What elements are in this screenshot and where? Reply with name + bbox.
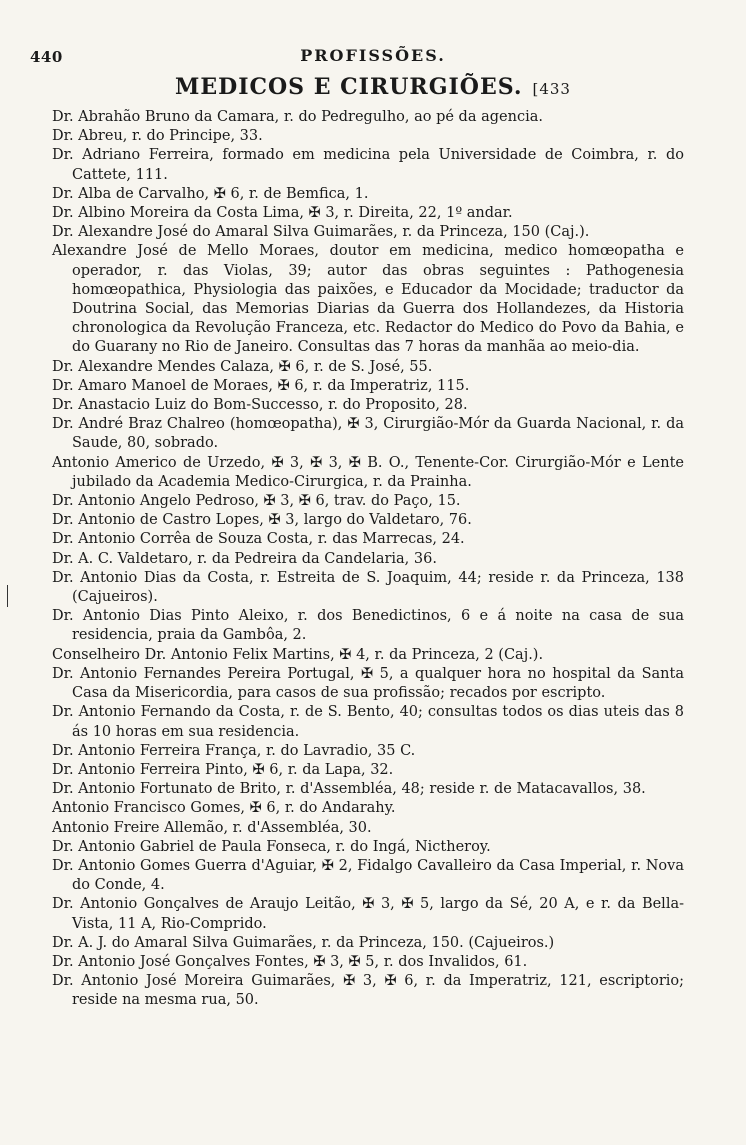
list-item: Dr. Antonio Gabriel de Paula Fonseca, r. do Ingá, Nictheroy.: [52, 838, 491, 855]
list-item: Antonio Freire Allemão, r. d'Assembléa, 30.: [52, 819, 372, 836]
list-item: Dr. Antonio Dias Pinto Aleixo, r. dos Benedictinos, 6 e á noite na casa de sua residencia, praia da Gambôa, 2.: [52, 608, 684, 644]
list-item: Dr. Antonio Corrêa de Souza Costa, r. das Marrecas, 24.: [52, 531, 465, 548]
list-item: Antonio Francisco Gomes, ✠ 6, r. do Andarahy.: [52, 800, 396, 817]
running-title: PROFISSÕES.: [300, 46, 446, 65]
margin-mark: [7, 585, 8, 607]
list-item: Dr. Antonio Gonçalves de Araujo Leitão, ✠ 3, ✠ 5, largo da Sé, 20 A, e r. da Bella-Vista, 11 A, Rio-Comprido.: [52, 896, 684, 932]
list-item: Dr. Alexandre Mendes Calaza, ✠ 6, r. de S. José, 55.: [52, 358, 433, 375]
page-number: 440: [30, 48, 63, 66]
list-item: Alexandre José de Mello Moraes, doutor em medicina, medico homœopatha e operador, r. das Violas, 39; autor das obras seguintes : Pathogenesia homœopathica, Physiologia das paixões, e Educador da Mocidade; traductor da Doutrina Social, das Memorias Diarias da Guerra dos Hollandezes, da Historia chronologica da Revolução Franceza, etc. Redactor do Medico do Povo da Bahia, e do Guarany no Rio de Janeiro. Consultas das 7 horas da manhãa ao meio-dia.: [52, 243, 684, 356]
list-item: Dr. Antonio Ferreira Pinto, ✠ 6, r. da Lapa, 32.: [52, 761, 394, 778]
list-item: Dr. Antonio Fernandes Pereira Portugal, ✠ 5, a qualquer hora no hospital da Santa Casa da Misericordia, para casos de sua profissão; recados por escripto.: [52, 665, 684, 702]
entry-list: [52, 108, 684, 1011]
list-item: Dr. Alba de Carvalho, ✠ 6, r. de Bemfica, 1.: [52, 185, 369, 202]
list-item: Dr. Antonio Fortunato de Brito, r. d'Assembléa, 48; reside r. de Matacavallos, 38.: [52, 781, 646, 798]
list-item: Dr. Antonio José Moreira Guimarães, ✠ 3, ✠ 6, r. da Imperatriz, 121, escriptorio; reside na mesma rua, 50.: [52, 973, 684, 1009]
list-item: Dr. Antonio Gomes Guerra d'Aguiar, ✠ 2, Fidalgo Cavalleiro da Casa Imperial, r. Nova do Conde, 4.: [52, 857, 684, 894]
list-item: Antonio Americo de Urzedo, ✠ 3, ✠ 3, ✠ B. O., Tenente-Cor. Cirurgião-Mór e Lente jubilado da Academia Medico-Cirurgica, r. da Prainha.: [52, 454, 684, 490]
list-item: Dr. Albino Moreira da Costa Lima, ✠ 3, r. Direita, 22, 1º andar.: [52, 205, 513, 222]
list-item: Dr. Alexandre José do Amaral Silva Guimarães, r. da Princeza, 150 (Caj.).: [52, 224, 590, 241]
list-item: Dr. Abreu, r. do Principe, 33.: [52, 128, 263, 145]
section-title: [0, 74, 746, 100]
list-item: Dr. Antonio Fernando da Costa, r. de S. Bento, 40; consultas todos os dias uteis das 8 ás 10 horas em sua residencia.: [52, 704, 684, 740]
list-item: Dr. A. J. do Amaral Silva Guimarães, r. da Princeza, 150. (Cajueiros.): [52, 934, 555, 951]
list-item: Dr. Antonio José Gonçalves Fontes, ✠ 3, ✠ 5, r. dos Invalidos, 61.: [52, 953, 528, 970]
list-item: Dr. Antonio Dias da Costa, r. Estreita de S. Joaquim, 44; reside r. da Princeza, 138 (Cajueiros).: [52, 569, 684, 606]
list-item: Dr. Amaro Manoel de Moraes, ✠ 6, r. da Imperatriz, 115.: [52, 377, 470, 394]
list-item: Dr. Anastacio Luiz do Bom-Successo, r. do Proposito, 28.: [52, 397, 468, 414]
list-item: Conselheiro Dr. Antonio Felix Martins, ✠ 4, r. da Princeza, 2 (Caj.).: [52, 646, 544, 663]
list-item: Dr. André Braz Chalreo (homœopatha), ✠ 3, Cirurgião-Mór da Guarda Nacional, r. da Saude, 80, sobrado.: [52, 416, 684, 452]
section-number: [433: [532, 80, 571, 98]
section-title-text: MEDICOS E CIRURGIÕES.: [175, 74, 523, 100]
list-item: Dr. Abrahão Bruno da Camara, r. do Pedregulho, ao pé da agencia.: [52, 109, 543, 125]
list-item: Dr. Antonio de Castro Lopes, ✠ 3, largo do Valdetaro, 76.: [52, 512, 472, 529]
list-item: Dr. Adriano Ferreira, formado em medicina pela Universidade de Coimbra, r. do Cattete, 111.: [52, 147, 684, 183]
list-item: Dr. Antonio Ferreira França, r. do Lavradio, 35 C.: [52, 742, 416, 759]
list-item: Dr. A. C. Valdetaro, r. da Pedreira da Candelaria, 36.: [52, 550, 437, 567]
list-item: Dr. Antonio Angelo Pedroso, ✠ 3, ✠ 6, trav. do Paço, 15.: [52, 493, 461, 510]
